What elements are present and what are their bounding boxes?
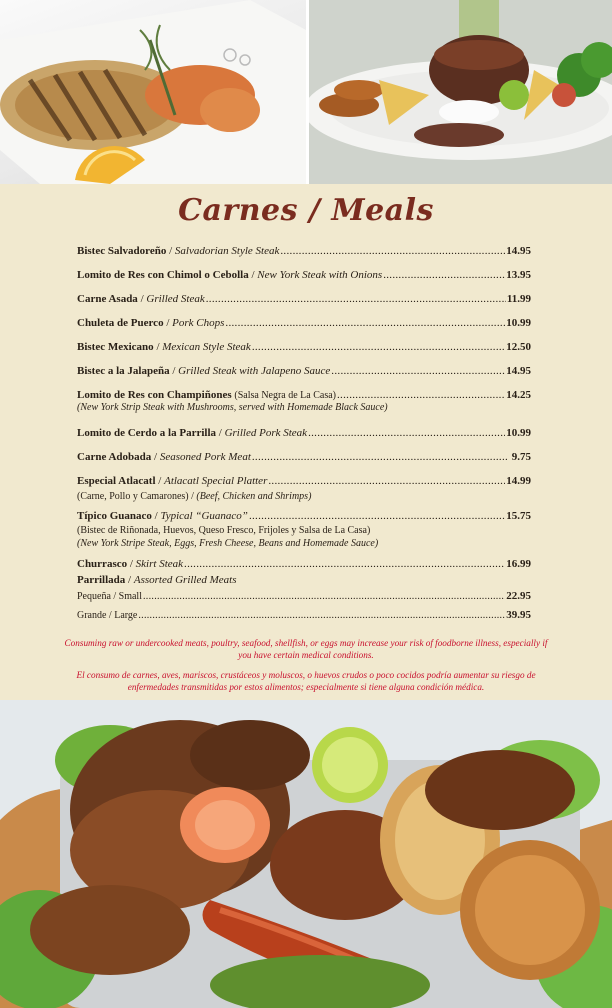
- steak-plantain-illustration: [309, 0, 612, 184]
- grilled-chicken-shrimp-illustration: [0, 0, 306, 184]
- size-price: 39.95: [506, 609, 531, 621]
- item-note-plain: (Bistec de Riñonada, Huevos, Queso Fresco, Frijoles y Salsa de La Casa): [77, 525, 371, 536]
- item-note: [77, 401, 388, 414]
- menu-item: Lomito de Res con Chimol o Cebolla / New York Steak with Onions ..... 13.95: [77, 268, 531, 282]
- menu-item: Chuleta de Puerco / Pork Chops ..... 10.99: [77, 316, 531, 330]
- steak-plantain-photo: [309, 0, 612, 184]
- item-name: Bistec Salvadoreño: [77, 245, 167, 257]
- item-name: Lomito de Res con Chimol o Cebolla: [77, 269, 249, 281]
- item-english-note: (New York Stripe Steak, Eggs, Fresh Cheese, Beans and Homemade Sauce): [77, 538, 379, 549]
- item-english: Pork Chops: [172, 317, 225, 329]
- item-price: 12.50: [506, 341, 531, 353]
- page-title: Carnes / Meals: [178, 193, 434, 228]
- item-name: Churrasco: [77, 558, 128, 570]
- item-english: New York Steak with Onions: [257, 269, 383, 281]
- menu-item: Bistec Mexicano / Mexican Style Steak ..... 12.50: [77, 340, 531, 354]
- item-note: [77, 490, 311, 503]
- item-english: Atlacatl Special Platter: [164, 475, 268, 487]
- item-price: 14.99: [506, 475, 531, 487]
- item-english: Skirt Steak: [135, 558, 184, 570]
- size-price: 22.95: [506, 590, 531, 602]
- item-name: Carne Asada: [77, 293, 138, 305]
- menu-item: Bistec Salvadoreño / Salvadorian Style Steak ..... 14.95: [77, 244, 531, 258]
- item-english: Grilled Steak: [146, 293, 205, 305]
- item-english: Grilled Pork Steak: [224, 427, 308, 439]
- parrillada-platter-photo: [0, 700, 612, 1008]
- size-label: Grande / Large: [77, 610, 138, 621]
- size-option: [77, 608, 531, 623]
- item-note: [77, 537, 378, 550]
- grilled-chicken-shrimp-photo: [0, 0, 309, 184]
- food-warning-english: Consuming raw or undercooked meats, poultry, seafood, shellfish, or eggs may increase your risk of foodborne illness, especially if you have certain medical conditions.: [64, 638, 548, 660]
- item-spanish-note: (Salsa Negra de La Casa): [234, 390, 336, 401]
- size-option: [77, 589, 531, 604]
- food-warning-spanish: El consumo de carnes, aves, mariscos, crustáceos y moluscos, o huevos crudos o poco cocidos podría aumentar su riesgo de enfermedades transmitidas por estos alimentos; especialmente si tiene alguna condición médica.: [76, 670, 536, 692]
- top-photos: [0, 0, 612, 184]
- item-name: Especial Atlacatl: [77, 475, 156, 487]
- menu-item: Churrasco / Skirt Steak ..... 16.99: [77, 557, 531, 571]
- item-price: 16.99: [506, 558, 531, 570]
- parrillada-platter-illustration: [0, 700, 612, 1008]
- item-name: Bistec a la Jalapeña: [77, 365, 170, 377]
- item-english: Mexican Style Steak: [162, 341, 251, 353]
- menu-item: Carne Asada / Grilled Steak ..... 11.99: [77, 292, 531, 306]
- menu-item: Típico Guanaco / Typical “Guanaco” ..... 15.75: [77, 509, 531, 523]
- item-english-note: (New York Strip Steak with Mushrooms, served with Homemade Black Sauce): [77, 402, 388, 413]
- item-price: 14.95: [506, 365, 531, 377]
- size-label: Pequeña / Small: [77, 591, 142, 602]
- item-name: Lomito de Res con Champiñones: [77, 389, 232, 401]
- item-name: Lomito de Cerdo a la Parrilla: [77, 427, 217, 439]
- item-price: 11.99: [506, 293, 531, 305]
- item-price: 14.95: [506, 245, 531, 257]
- item-price: 14.25: [506, 389, 531, 401]
- item-name: Parrillada: [77, 574, 126, 586]
- item-price: 13.95: [506, 269, 531, 281]
- item-name: Carne Adobada: [77, 451, 152, 463]
- item-note: [77, 524, 370, 537]
- item-english: Typical “Guanaco”: [160, 510, 248, 522]
- menu-item: Parrillada / Assorted Grilled Meats: [77, 574, 237, 586]
- item-english: Salvadorian Style Steak: [174, 245, 280, 257]
- item-english: Seasoned Pork Meat: [159, 451, 251, 463]
- item-note-plain: (Carne, Pollo y Camarones) /: [77, 491, 197, 502]
- item-price: 10.99: [506, 427, 531, 439]
- item-name: Chuleta de Puerco: [77, 317, 164, 329]
- item-price: 9.75: [511, 451, 531, 463]
- menu-item: Especial Atlacatl / Atlacatl Special Platter ..... 14.99: [77, 474, 531, 488]
- item-price: 15.75: [506, 510, 531, 522]
- item-name: Bistec Mexicano: [77, 341, 154, 353]
- menu-item: Bistec a la Jalapeña / Grilled Steak with Jalapeno Sauce ..... 14.95: [77, 364, 531, 378]
- item-name: Típico Guanaco: [77, 510, 152, 522]
- item-price: 10.99: [506, 317, 531, 329]
- menu-item: Carne Adobada / Seasoned Pork Meat ..... 9.75: [77, 450, 531, 464]
- item-english: Grilled Steak with Jalapeno Sauce: [178, 365, 331, 377]
- item-english: Assorted Grilled Meats: [133, 574, 237, 586]
- menu-item: Lomito de Cerdo a la Parrilla / Grilled Pork Steak ..... 10.99: [77, 426, 531, 440]
- item-note-italic: (Beef, Chicken and Shrimps): [196, 491, 312, 502]
